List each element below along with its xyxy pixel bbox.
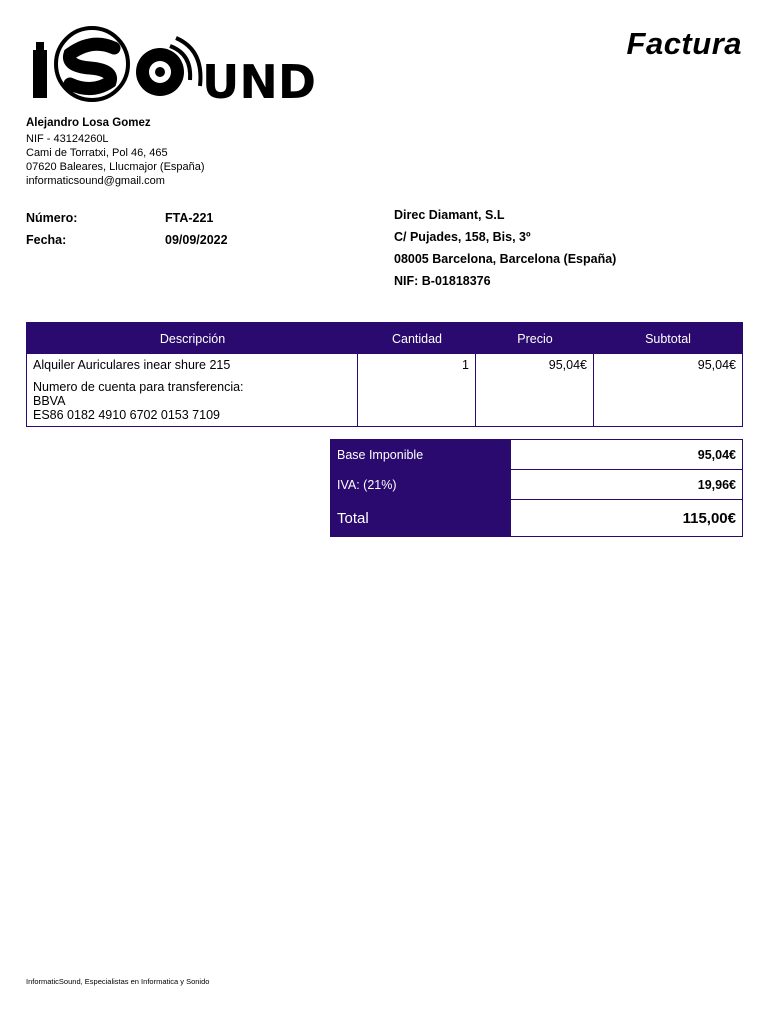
isound-logo-graphic — [30, 24, 330, 108]
invoice-date-label: Fecha: — [26, 233, 67, 247]
document-title: Factura — [626, 26, 742, 61]
issuer-nif: NIF - 43124260L — [26, 133, 109, 145]
header-subtotal: Subtotal — [645, 331, 691, 346]
invoice-date-value: 09/09/2022 — [165, 233, 228, 247]
item-subtotal: 95,04€ — [697, 358, 736, 372]
total-value: 115,00€ — [682, 509, 736, 527]
client-nif: NIF: B-01818376 — [394, 274, 491, 288]
item-description: Alquiler Auriculares inear shure 215 — [33, 358, 231, 372]
iva-value: 19,96€ — [697, 477, 736, 492]
client-address: C/ Pujades, 158, Bis, 3º — [394, 230, 531, 244]
totals-row-iva — [331, 470, 742, 500]
table-row — [27, 354, 742, 426]
items-table — [26, 322, 743, 427]
invoice-number-label: Número: — [26, 211, 78, 225]
totals-row-base — [331, 440, 742, 470]
svg-text:UND: UND — [202, 55, 317, 108]
base-label: Base Imponible — [331, 440, 511, 469]
client-name: Direc Diamant, S.L — [394, 208, 505, 222]
item-note-line-1: Numero de cuenta para transferencia: — [33, 380, 244, 394]
iva-label: IVA: (21%) — [331, 470, 511, 499]
base-value: 95,04€ — [697, 447, 736, 462]
issuer-city: 07620 Baleares, Llucmajor (España) — [26, 161, 205, 173]
invoice-number-row — [26, 207, 285, 229]
totals-table — [330, 439, 743, 537]
issuer-block — [26, 116, 205, 188]
header-quantity: Cantidad — [391, 331, 443, 346]
invoice-number-value: FTA-221 — [165, 211, 214, 225]
issuer-address: Cami de Torratxi, Pol 46, 465 — [26, 147, 168, 159]
items-table-header — [27, 323, 742, 354]
company-logo — [30, 24, 330, 108]
item-price: 95,04€ — [476, 354, 594, 426]
item-note-line-3: ES86 0182 4910 6702 0153 7109 — [33, 408, 220, 422]
totals-row-total — [331, 500, 742, 536]
footer-text: InformaticSound, Especialistas en Informatica y Sonido — [26, 977, 210, 986]
total-label: Total — [331, 500, 511, 536]
client-city: 08005 Barcelona, Barcelona (España) — [394, 252, 617, 266]
invoice-meta — [26, 207, 285, 251]
item-description-cell — [27, 354, 358, 426]
item-quantity: 1 — [358, 354, 476, 426]
invoice-date-row — [26, 229, 285, 251]
item-note-line-2: BBVA — [33, 394, 66, 408]
header-description: Descripción — [159, 331, 226, 346]
header-price: Precio — [517, 331, 553, 346]
client-block — [394, 204, 616, 292]
issuer-name: Alejandro Losa Gomez — [26, 117, 151, 129]
issuer-email: informaticsound@gmail.com — [26, 175, 165, 187]
